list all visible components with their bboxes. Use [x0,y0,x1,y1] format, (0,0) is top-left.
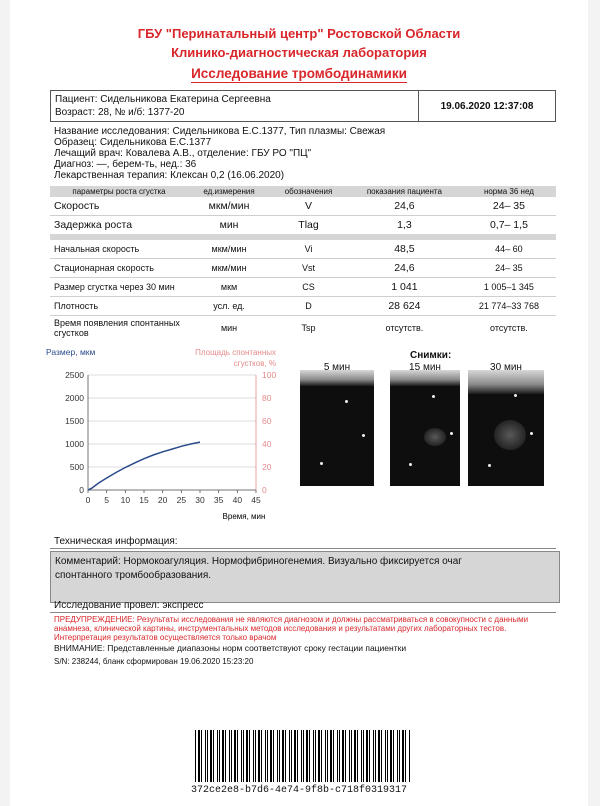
sample-name: Образец: Сидельникова Е.С.1377 [54,137,212,148]
y-tick-label: 2500 [65,370,84,380]
snapshot-label: 30 мин [490,362,522,373]
x-tick-label: 20 [157,495,168,505]
snapshot-label: 5 мин [323,362,351,373]
table-row: Задержка роста мин Tlag 1,3 0,7– 1,5 [54,219,528,231]
table-row: Время появления спонтанных сгустков мин Tsp отсутств. отсутств. [54,318,528,338]
x-tick-label: 30 [195,495,205,505]
x-tick-label: 25 [176,495,187,505]
tech-info-label: Техническая информация: [54,536,178,547]
col-header: параметры роста сгустка [50,186,188,197]
snapshot-15-min [390,370,460,486]
clot-growth-chart [44,343,284,528]
snapshots-title: Снимки: [410,350,452,361]
x-tick-label: 0 [85,495,91,505]
clot-spot [514,394,517,397]
comment-line: Комментарий: Нормокоагуляция. Нормофибриногенемия. Визуально фиксируется очаг [55,556,462,567]
x-tick-label: 5 [104,495,110,505]
y2-tick-label: 40 [262,439,272,449]
y-tick-label: 0 [79,485,84,495]
lab-name: Клинико-диагностическая лаборатория [171,45,427,60]
comment-line: спонтанного тромбообразования. [55,570,212,581]
clot-spot [530,432,533,435]
warning-text: ПРЕДУПРЕЖДЕНИЕ: Результаты исследования не являются диагнозом и должны рассматриваться в совокупности с данными анамнеза, клинической картины, инструментальных методов исследования и результатами других лабораторных тестов. Интерпретация результатов осуществляется только врачом [54,615,529,642]
clot-spot [320,462,323,465]
patient-name: Пациент: Сидельникова Екатерина Сергеевна [55,94,271,105]
study-name: Название исследования: Сидельникова Е.С.1377, Тип плазмы: Свежая [54,126,386,137]
spontaneous-clot-haze [494,420,526,450]
table-row: Плотность усл. ед. D 28 624 21 774–33 768 [50,297,556,316]
table-row: Размер сгустка через 30 мин мкм CS 1 041 1 005–1 345 [50,278,556,297]
y2-tick-label: 100 [262,370,277,380]
snapshot-activator-glow [468,370,544,394]
snapshot-5-min [300,370,374,486]
snapshot-30-min [468,370,544,486]
parameters-table [50,186,556,340]
x-tick-label: 15 [139,495,149,505]
y2-tick-label: 20 [262,462,272,472]
y2-tick-label: 60 [262,416,272,426]
clot-spot [409,463,412,466]
barcode [195,730,410,782]
report-sheet [10,0,588,806]
table-row: Начальная скорость мкм/мин Vi 48,5 44– 60 [50,240,556,259]
y2-tick-label: 0 [262,485,267,495]
table-header-row [50,186,556,197]
col-header: обозначения [270,186,347,197]
clot-size-series [88,442,200,490]
x-tick-label: 10 [120,495,131,505]
divider [50,548,556,549]
y-tick-label: 500 [69,462,84,472]
clot-spot [432,395,435,398]
col-header: показания пациента [347,186,462,197]
y-tick-label: 1000 [65,439,84,449]
y-tick-label: 1500 [65,416,84,426]
comment-box [50,551,560,603]
table-row: Стационарная скорость мкм/мин Vst 24,6 24– 35 [50,259,556,278]
right-axis-label: Площадь спонтанных [195,348,276,357]
chart-grid [88,375,256,490]
right-axis-label: сгустков, % [233,359,276,368]
clot-spot [488,464,491,467]
table-row: Скорость мкм/мин V 24,6 24– 35 [50,197,556,216]
snapshot-label: 15 мин [409,362,441,373]
attention-note: ВНИМАНИЕ: Представленные диапазоны норм соответствуют сроку гестации пациентки [54,643,407,653]
center-name: ГБУ "Перинатальный центр" Ростовской Области [137,26,461,41]
therapy-info: Лекарственная терапия: Клексан 0,2 (16.06.2020) [54,170,285,181]
barcode-text: 372ce2e8-b7d6-4e74-9f8b-c718f0319317 [190,785,408,796]
report-datetime: 19.06.2020 12:37:08 [418,91,555,121]
conducted-by: Исследование провел: экспресс [54,600,204,611]
col-header: ед.измерения [188,186,270,197]
left-axis-label: Размер, мкм [46,347,96,357]
serial-number: S/N: 238244, бланк сформирован 19.06.2020 15:23:20 [54,657,254,666]
divider [50,612,556,613]
x-tick-label: 40 [232,495,243,505]
patient-box [50,90,556,122]
patient-age: Возраст: 28, № и/б: 1377-20 [55,107,185,118]
spontaneous-clot-haze [424,428,446,446]
clot-spot [362,434,365,437]
col-header: норма 36 нед [462,186,556,197]
y-tick-label: 2000 [65,393,84,403]
doctor-info: Лечащий врач: Ковалева А.В., отделение: ГБУ РО "ПЦ" [54,148,312,159]
diagnosis-info: Диагноз: —, берем-ть, нед.: 36 [54,159,197,170]
report-title: Исследование тромбодинамики [191,66,407,81]
x-axis-label: Время, мин [222,512,266,521]
y2-tick-label: 80 [262,393,272,403]
clot-spot [450,432,453,435]
x-tick-label: 35 [213,495,224,505]
clot-spot [345,400,348,403]
x-tick-label: 45 [251,495,261,505]
